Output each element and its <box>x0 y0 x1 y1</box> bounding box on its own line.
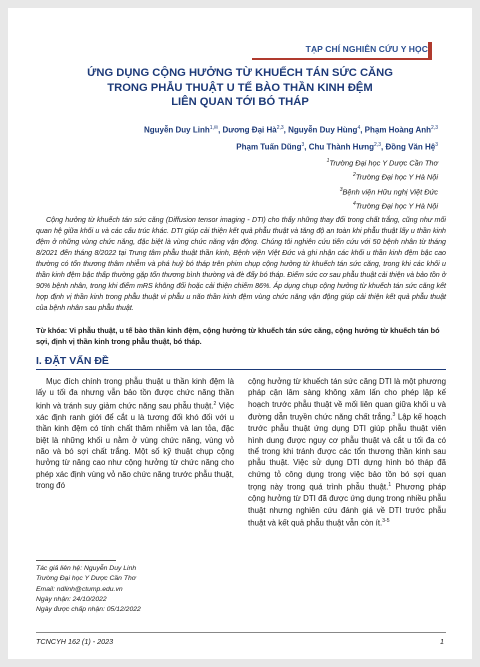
footnote-line: Ngày được chấp nhận: 05/12/2022 <box>36 606 141 614</box>
citation-sup: 2 <box>213 400 217 407</box>
title-line: LIÊN QUAN TỚI BÓ THÁP <box>171 96 309 108</box>
affil-sup: 2 <box>352 172 356 179</box>
author-name: Nguyễn Duy Hùng <box>288 125 358 135</box>
title-line: TRONG PHẪU THUẬT U TẾ BÀO THẦN KINH ĐỆM <box>107 81 373 94</box>
section-heading: I. ĐẶT VẤN ĐỀ <box>36 355 109 367</box>
footnote-divider <box>36 560 116 561</box>
author-affil-sup: 1,✉ <box>209 125 219 131</box>
article-title <box>48 66 432 110</box>
author-name: Dương Đại Hà <box>222 125 277 135</box>
body-column-left <box>36 376 234 492</box>
document-page <box>8 8 472 659</box>
title-line: ỨNG DỤNG CỘNG HƯỞNG TỪ KHUẾCH TÁN SỨC CĂNG <box>87 67 393 79</box>
abstract-text: Cộng hưởng từ khuếch tán sức căng (Diffusion tensor imaging - DTI) cho thấy những thay đổi trong chất trắng, cũng như mối quan hệ giữa khối u và các cấu trúc khác. DTI giúp cải thiện kết quả phẫu thuật và tăng độ an toàn khi phẫu thuật lấy u thần kinh đệm ở những vùng chức năng, đặc biệt là vùng chức năng vận động. Chúng tôi nghiên cứu tiến cứu với 50 bệnh nhân từ tháng 8/2021 đến tháng 8/2022 tại Trung tâm phẫu thuật thần kinh, Bệnh viện Việt Đức và ghi nhận các khối u thần kinh đệm bậc cao thường có tổn thương thâm nhiễm và phá huỷ bó tháp trên phim chụp cộng hưởng từ khuếch tán sức căng, trong khi các khối u thần kinh đệm bậc thấp thường gặp tổn thương bình thường và đè đẩy bó tháp. Điểm sức cơ sau phẫu thuật cải thiện và bảo tồn ở 90% bệnh nhân, trong khi điểm mRS không đổi hoặc cải thiện chiếm 86%. Áp dụng chụp cộng hưởng từ khuếch tán sức căng kết hợp định vị thần kinh trong phẫu thuật vi phẫu u não thần kinh đệm vùng chức năng vận động giúp cải thiện kết quả phẫu thuật của bệnh nhân sau phẫu thuật. <box>36 216 446 312</box>
author-name: Đồng Văn Hệ <box>385 142 436 152</box>
keywords-text: Vi phẫu thuật, u tế bào thần kinh đệm, cộng hưởng từ khuếch tán sức căng, cộng hưởng từ khuếch tán bó sợi, định vị thần kinh trong phẫu thuật, bó tháp. <box>36 326 440 346</box>
citation-sup: 3 <box>392 412 396 419</box>
author-affil-sup: 2,3 <box>276 125 284 131</box>
author-affil-sup: 4 <box>357 125 361 131</box>
journal-header <box>252 42 432 60</box>
footnote-line: Trường Đại học Y Dược Cần Thơ <box>36 575 136 583</box>
body-text: Phương pháp cộng hưởng từ DTI đã được ứng dụng trong nhiều phẫu thuật nhưng nghiên cứu đánh giá về DTI trước phẫu thuật và kết quả phẫu thuật vẫn còn ít. <box>248 482 446 528</box>
citation-sup: 1 <box>388 482 392 489</box>
body-text: Mục đích chính trong phẫu thuật u thần kinh đệm là lấy u tối đa nhưng vẫn bảo tồn được chức năng thần kinh và tránh suy giảm chức năng sau phẫu thuật. <box>36 377 234 411</box>
affiliation: Trường Đại học Y Dược Cần Thơ <box>329 158 438 168</box>
footnote-email[interactable]: Email: ndlinh@ctump.edu.vn <box>36 585 123 593</box>
author-affil-sup: 3 <box>301 142 305 149</box>
affiliation: Trường Đại học Y Hà Nội <box>355 172 438 182</box>
author-affil-sup: 3 <box>435 142 438 149</box>
author-affil-sup: 2,3 <box>431 125 438 131</box>
footnote-line: Ngày nhận: 24/10/2022 <box>36 595 107 603</box>
header-accent-bar <box>428 42 432 60</box>
footer-divider <box>36 632 446 633</box>
correspondence-footnote <box>36 564 236 615</box>
author-name: Phạm Hoàng Anh <box>364 125 432 135</box>
author-name: Phạm Tuấn Dũng <box>236 142 302 152</box>
affiliation: Trường Đại học Y Hà Nội <box>355 201 438 211</box>
affiliation-list <box>208 155 438 213</box>
affil-sup: 1 <box>326 158 330 164</box>
affiliation: Bệnh viện Hữu nghị Việt Đức <box>342 187 438 197</box>
body-text: Việc xác định ranh giới để cắt u là tương đối khó đối với u thần kinh đệm có tính chất thâm nhiễm và lan tỏa, đặc biệt là những khối u nằm ở vùng chức năng, vùng vỏ não và bó sợi chất trắng. Một số kỹ thuật chụp cộng hưởng từ nâng cao như cộng hưởng từ chức năng cho phép xác định vùng vỏ não chức năng trước phẫu thuật, trong đó <box>36 401 234 491</box>
keywords <box>36 325 446 347</box>
journal-issue-footer: TCNCYH 162 (1) - 2023 <box>36 637 114 646</box>
citation-sup: 3-5 <box>382 518 390 525</box>
author-name: Nguyễn Duy Linh <box>143 125 210 135</box>
page-number: 1 <box>440 637 444 646</box>
journal-section-label: TẠP CHÍ NGHIÊN CỨU Y HỌC <box>305 44 428 54</box>
keywords-label: Từ khóa: <box>36 326 68 335</box>
author-list: Nguyễn Duy Linh$^{1,✉}$, Dương Đại Hà$^{2,3}$, Nguyễn Duy Hùng$^4$, Phạm Hoàng Anh$^{2,3}$ Phạm Tuấn Dũng$^3$, Chu Thành Hưng$^{2,3}$, Đồng Văn Hệ$^3$ <box>143 125 438 152</box>
affil-sup: 3 <box>339 186 343 193</box>
affil-sup: 4 <box>352 201 356 208</box>
section-divider <box>36 369 446 370</box>
author-name: Chu Thành Hưng <box>308 142 375 152</box>
body-text: cộng hưởng từ khuếch tán sức căng DTI là một phương pháp cận lâm sàng không xâm lấn cho phép lập kế hoạch trước phẫu thuật về mối liên quan giữa khối u và đường dẫn truyền chức năng chất trắng. <box>248 377 446 422</box>
author-affil-sup: 2,3 <box>374 142 381 149</box>
body-column-right <box>248 376 446 529</box>
footnote-line: Tác giả liên hệ: Nguyễn Duy Linh <box>36 565 137 572</box>
body-text: Lập kế hoạch trước phẫu thuật ứng dụng DTI giúp phẫu thuật viên hình dung được nguy cơ phẫu thuật và cắt u tối đa có thể trong khi tránh được các tổn thương thần kinh sau phẫu thuật. Việc sử dụng DTI dựng hình bó tháp đã chứng tỏ công dụng trong việc bảo tồn bó sợi quan trọng này trong quá trình phẫu thuật. <box>248 412 446 492</box>
